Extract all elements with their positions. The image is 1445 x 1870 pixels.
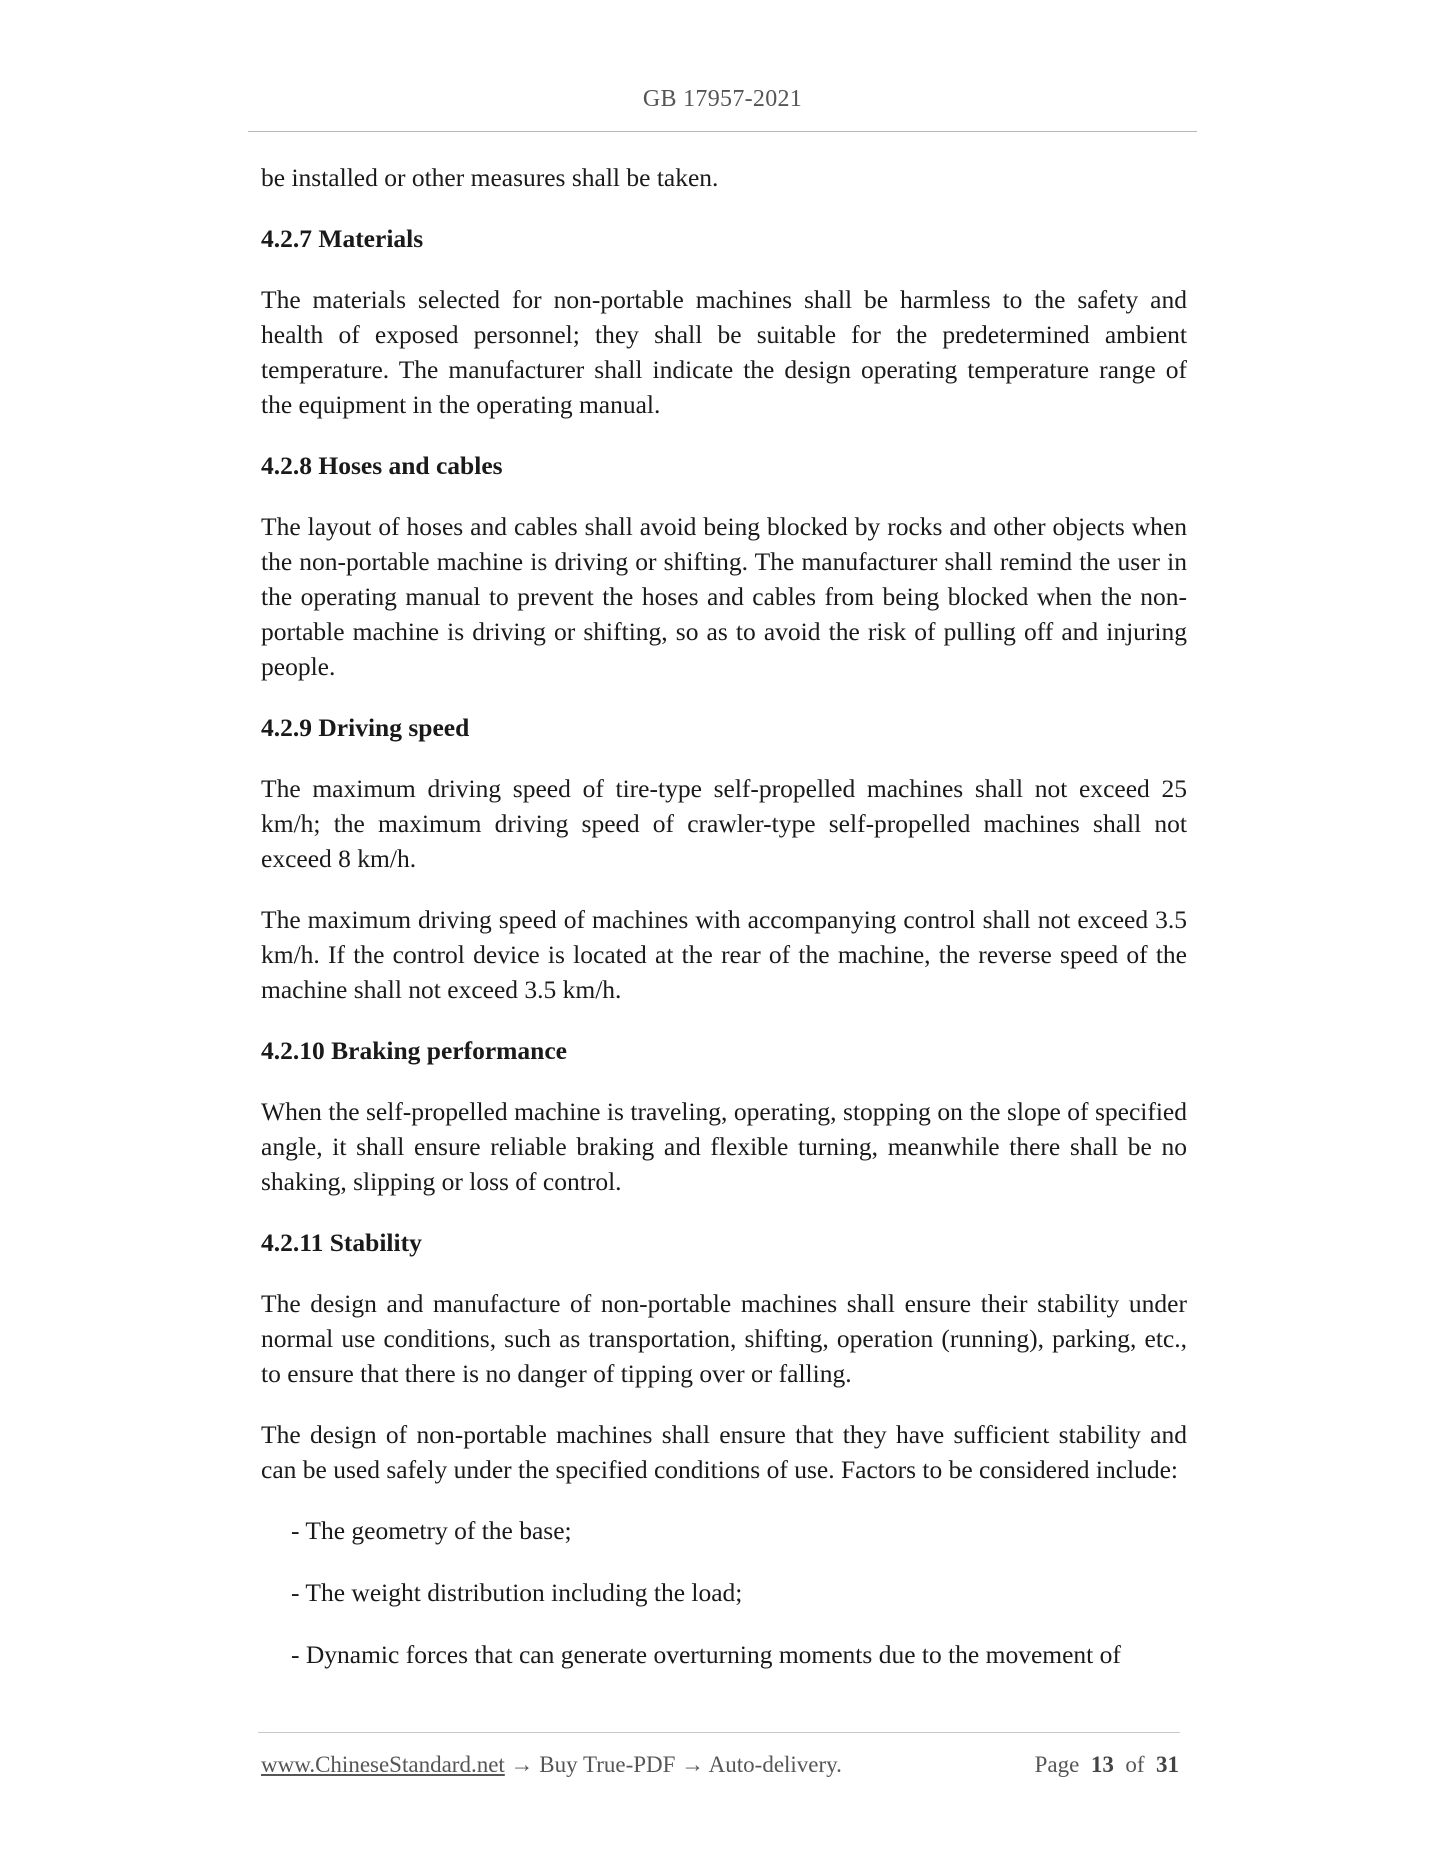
page-label: Page [1034, 1752, 1080, 1777]
section-heading-driving-speed: 4.2.9 Driving speed [261, 713, 470, 742]
paragraph: The materials selected for non-portable machines shall be harmless to the safety and health of exposed personnel; they shall be suitable for the predetermined ambient temperature. The manufacturer shall indicate the design operating temperature range of the equipment in the operating manual. [261, 285, 1187, 419]
list-item: - Dynamic forces that can generate overturning moments due to the movement of [291, 1640, 1121, 1669]
list-item: - The weight distribution including the load; [291, 1578, 743, 1607]
page-number [1035, 1752, 1179, 1778]
footer-promo-text: → Buy True-PDF → Auto-delivery. [504, 1752, 842, 1777]
section-heading-hoses-and-cables: 4.2.8 Hoses and cables [261, 451, 503, 480]
paragraph: The maximum driving speed of machines with accompanying control shall not exceed 3.5 km/h. If the control device is located at the rear of the machine, the reverse speed of the machine shall not exceed 3.5 km/h. [261, 905, 1187, 1004]
footer-promo [261, 1752, 842, 1778]
paragraph: When the self-propelled machine is traveling, operating, stopping on the slope of specified angle, it shall ensure reliable braking and flexible turning, meanwhile there shall be no shaking, slipping or loss of control. [261, 1097, 1187, 1196]
header-divider [248, 131, 1197, 132]
chinesestandard-link[interactable]: www.ChineseStandard.net [261, 1752, 505, 1777]
page-current: 13 [1090, 1752, 1114, 1777]
intro-paragraph: be installed or other measures shall be taken. [261, 163, 719, 192]
paragraph: The maximum driving speed of tire-type self-propelled machines shall not exceed 25 km/h; the maximum driving speed of crawler-type self-propelled machines shall not exceed 8 km/h. [261, 774, 1187, 873]
page-header: GB 17957-2021 [642, 86, 803, 112]
footer-divider [258, 1732, 1180, 1733]
document-body [261, 160, 1187, 1672]
section-heading-materials: 4.2.7 Materials [261, 224, 424, 253]
paragraph: The layout of hoses and cables shall avoid being blocked by rocks and other objects when the non-portable machine is driving or shifting. The manufacturer shall remind the user in the operating manual to prevent the hoses and cables from being blocked when the non-portable machine is driving or shifting, so as to avoid the risk of pulling off and injuring people. [261, 512, 1187, 681]
paragraph: The design and manufacture of non-portable machines shall ensure their stability under normal use conditions, such as transportation, shifting, operation (running), parking, etc., to ensure that there is no danger of tipping over or falling. [261, 1289, 1187, 1388]
page-footer [261, 1752, 1179, 1778]
section-heading-braking-performance: 4.2.10 Braking performance [261, 1036, 567, 1065]
paragraph: The design of non-portable machines shall ensure that they have sufficient stability and can be used safely under the specified conditions of use. Factors to be considered include: [261, 1420, 1187, 1484]
section-heading-stability: 4.2.11 Stability [261, 1228, 422, 1257]
list-item: - The geometry of the base; [291, 1516, 572, 1545]
page-of-label: of [1125, 1752, 1145, 1777]
page-total: 31 [1156, 1752, 1179, 1777]
